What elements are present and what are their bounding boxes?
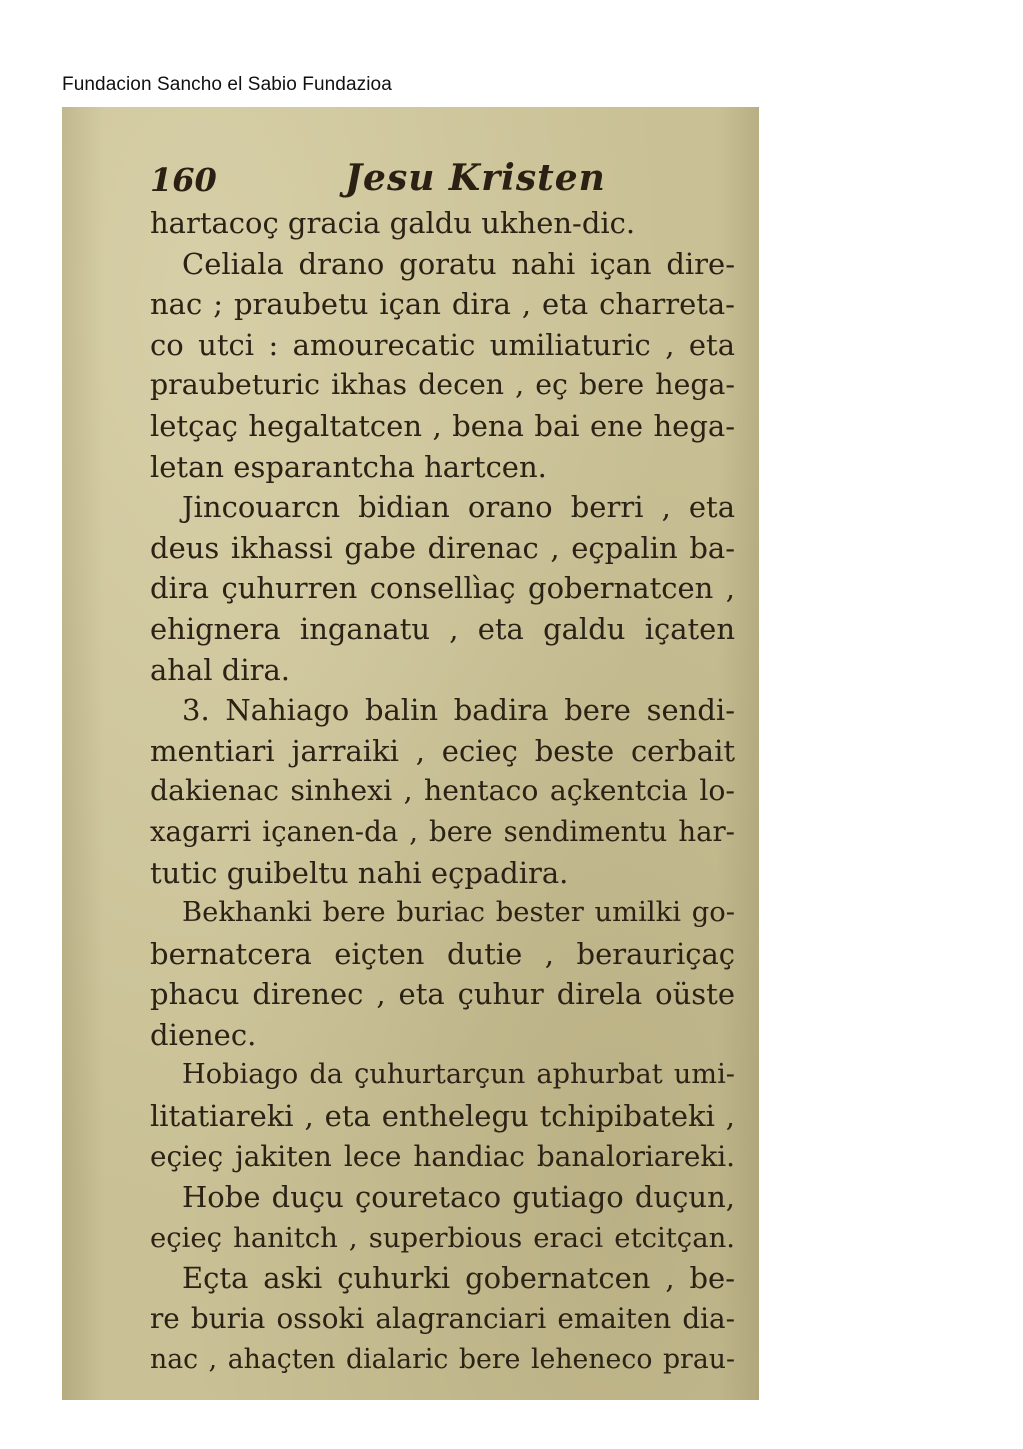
text-line: xagarri içanen-da , bere sendimentu har-: [150, 814, 735, 848]
text-line: Eçta aski çuhurki gobernatcen , be-: [182, 1261, 735, 1296]
body-text: [150, 203, 735, 1380]
text-line: 3. Nahiago balin badira bere sendi-: [182, 693, 735, 728]
text-line: ahal dira.: [150, 652, 290, 687]
header-source-label: Fundacion Sancho el Sabio Fundazioa: [62, 74, 392, 95]
text-line: co utci : amourecatic umiliaturic , eta: [150, 327, 735, 362]
text-line: praubeturic ikhas decen , eç bere hega-: [150, 368, 735, 402]
text-line: nac , ahaçten dialaric bere leheneco prau-: [150, 1343, 735, 1375]
text-line: Hobe duçu çouretaco gutiago duçun,: [182, 1180, 735, 1215]
text-line: hartacoç gracia galdu ukhen-dic.: [150, 206, 636, 240]
text-line: eçieç hanitch , superbious eraci etcitçan.: [150, 1221, 735, 1254]
text-line: eçieç jakiten lece handiac banaloriareki.: [150, 1139, 735, 1173]
text-line: dakienac sinhexi , hentaco açkentcia lo-: [150, 774, 735, 808]
text-line: litatiareki , eta enthelegu tchipibateki ,: [150, 1099, 735, 1134]
text-line: mentiari jarraiki , ecieç beste cerbait: [150, 733, 735, 768]
text-line: letçaç hegaltatcen , bena bai ene hega-: [150, 408, 735, 443]
text-line: Celiala drano goratu nahi içan dire-: [182, 246, 735, 281]
page-number: 160: [150, 161, 217, 199]
text-line: tutic guibeltu nahi eçpadira.: [150, 855, 569, 890]
text-line: dienec.: [150, 1017, 257, 1052]
text-line: Bekhanki bere buriac bester umilki go-: [182, 897, 735, 929]
text-line: bernatcera eiçten dutie , berauriçaç: [150, 936, 735, 971]
text-line: dira çuhurren consellìaç gobernatcen ,: [150, 571, 735, 606]
text-line: phacu direnec , eta çuhur direla oüste: [150, 977, 735, 1012]
text-line: deus ikhassi gabe direnac , eçpalin ba-: [150, 530, 735, 565]
text-line: nac ; praubetu içan dira , eta charreta-: [150, 287, 735, 322]
text-line: ehignera inganatu , eta galdu içaten: [150, 611, 735, 646]
text-line: re buria ossoki alagranciari emaiten dia-: [150, 1302, 735, 1336]
text-line: Hobiago da çuhurtarçun aphurbat umi-: [182, 1059, 735, 1091]
running-head: [150, 157, 710, 207]
running-title: Jesu Kristen: [345, 157, 606, 199]
text-line: Jincouarcn bidian orano berri , eta: [182, 490, 735, 525]
scanned-page: [62, 107, 759, 1400]
text-line: letan esparantcha hartcen.: [150, 449, 547, 484]
